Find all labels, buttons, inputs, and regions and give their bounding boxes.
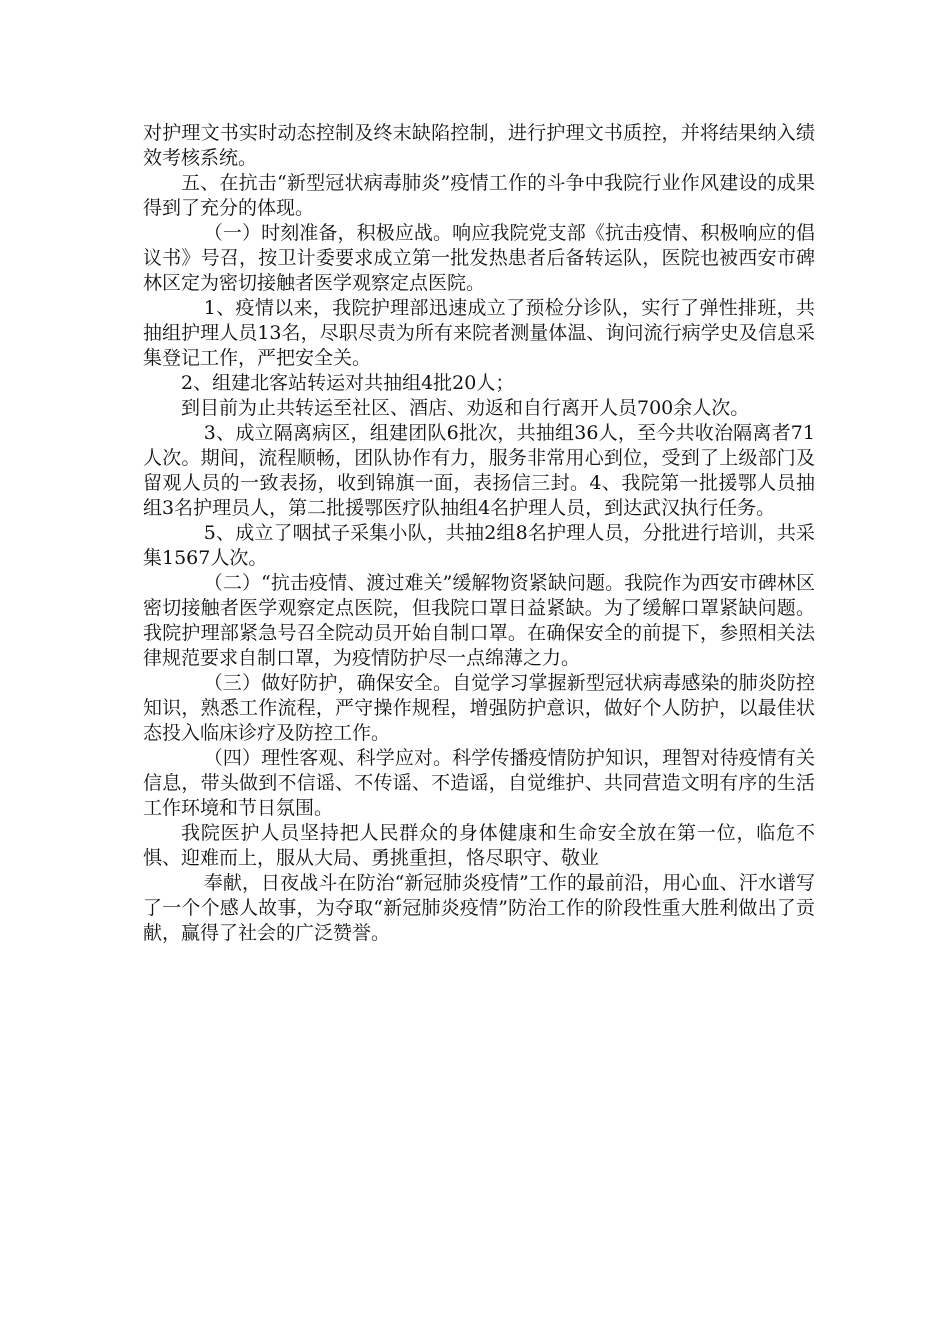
paragraph: （四）理性客观、科学应对。科学传播疫情防护知识，理智对待疫情有关信息，带头做到不信谣、不传谣、不造谣，自觉维护、共同营造文明有序的生活工作环境和节日氛围。: [143, 747, 815, 819]
paragraph: 5、成立了咽拭子采集小队，共抽2组8名护理人员，分批进行培训，共采集1567人次。: [143, 522, 815, 569]
paragraph: 2、组建北客站转运对共抽组4批20人；: [181, 372, 515, 394]
document-body: [143, 121, 815, 946]
paragraph: （三）做好防护，确保安全。自觉学习掌握新型冠状病毒感染的肺炎防控知识，熟悉工作流程，严守操作规程，增强防护意识，做好个人防护，以最佳状态投入临床诊疗及防控工作。: [143, 672, 815, 744]
paragraph: （一）时刻准备，积极应战。响应我院党支部《抗击疫情、积极响应的倡议书》号召，按卫计委要求成立第一批发热患者后备转运队，医院也被西安市碑林区定为密切接触者医学观察定点医院。: [143, 222, 815, 294]
paragraph: 奉献，日夜战斗在防治“新冠肺炎疫情”工作的最前沿，用心血、汗水谱写了一个个感人故事，为夺取“新冠肺炎疫情”防治工作的阶段性重大胜利做出了贡献，赢得了社会的广泛赞誉。: [143, 872, 815, 944]
paragraph: 1、疫情以来，我院护理部迅速成立了预检分诊队，实行了弹性排班，共抽组护理人员13名，尽职尽责为所有来院者测量体温、询问流行病学史及信息采集登记工作，严把安全关。: [143, 297, 815, 369]
paragraph: 我院医护人员坚持把人民群众的身体健康和生命安全放在第一位，临危不惧、迎难而上，服从大局、勇挑重担，恪尽职守、敬业: [143, 822, 815, 869]
paragraph: （二）“抗击疫情、渡过难关”缓解物资紧缺问题。我院作为西安市碑林区密切接触者医学观察定点医院，但我院口罩日益紧缺。为了缓解口罩紧缺问题。我院护理部紧急号召全院动员开始自制口罩。在确保安全的前提下，参照相关法律规范要求自制口罩，为疫情防护尽一点绵薄之力。: [143, 572, 815, 669]
paragraph: 3、成立隔离病区，组建团队6批次，共抽组36人，至今共收治隔离者71人次。期间，流程顺畅，团队协作有力，服务非常用心到位，受到了上级部门及留观人员的一致表扬，收到锦旗一面，表扬信三封。4、我院第一批援鄂人员抽组3名护理员人，第二批援鄂医疗队抽组4名护理人员，到达武汉执行任务。: [143, 422, 815, 519]
paragraph: 对护理文书实时动态控制及终末缺陷控制，进行护理文书质控，并将结果纳入绩效考核系统。: [143, 122, 815, 169]
paragraph: 五、在抗击“新型冠状病毒肺炎”疫情工作的斗争中我院行业作风建设的成果得到了充分的体现。: [143, 172, 815, 219]
paragraph: 到目前为止共转运至社区、酒店、劝返和自行离开人员700余人次。: [181, 397, 750, 419]
